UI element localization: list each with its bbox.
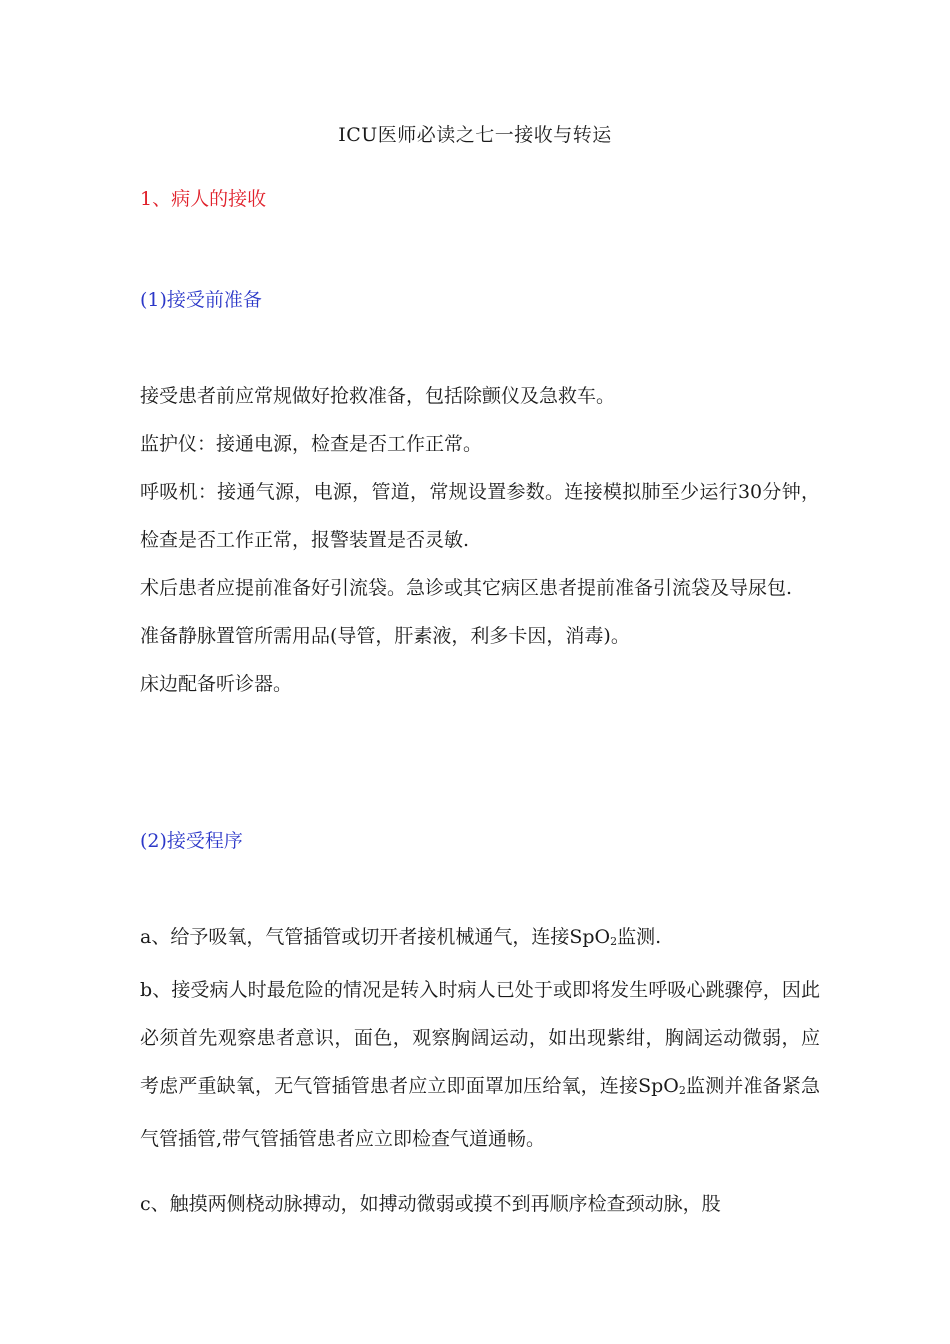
item-b-text-end: 监测并准备紧急气管插管,带气管插管患者应立即检查气道通畅。 bbox=[140, 1075, 820, 1150]
item-a-text-end: 监测. bbox=[617, 926, 662, 948]
procedure-item-b bbox=[140, 966, 820, 1163]
section-heading-patient-reception: 1、病人的接收 bbox=[140, 188, 267, 210]
document-title: ICU医师必读之七一接收与转运 bbox=[338, 124, 612, 146]
paragraph: 呼吸机：接通气源，电源，管道，常规设置参数。连接模拟肺至少运行30分钟，检查是否工作正常，报警装置是否灵敏. bbox=[140, 481, 820, 551]
paragraph: 准备静脉置管所需用品(导管，肝素液，利多卡因，消毒)。 bbox=[140, 625, 630, 647]
item-b-subscript: 2 bbox=[678, 1084, 686, 1097]
subsection-heading-preparation: (1)接受前准备 bbox=[140, 289, 262, 311]
procedure-paragraphs bbox=[140, 913, 820, 1163]
procedure-item-c: c、触摸两侧桡动脉搏动，如搏动微弱或摸不到再顺序检查颈动脉，股 bbox=[140, 1193, 721, 1215]
preparation-paragraphs bbox=[140, 372, 820, 708]
paragraph: 监护仪：接通电源，检查是否工作正常。 bbox=[140, 433, 483, 455]
procedure-paragraph-c bbox=[140, 1180, 820, 1228]
subsection-heading-procedure: (2)接受程序 bbox=[140, 830, 243, 852]
item-b-text: b、接受病人时最危险的情况是转入时病人已处于或即将发生呼吸心跳骤停，因此必须首先观察患者意识，面色，观察胸阔运动，如出现紫绀，胸阔运动微弱，应考虑严重缺氧，无气管插管患者应立即面罩加压给氧，连接SpO bbox=[140, 979, 820, 1097]
item-a-text: a、给予吸氧，气管插管或切开者接机械通气，连接SpO bbox=[140, 926, 611, 948]
paragraph: 术后患者应提前准备好引流袋。急诊或其它病区患者提前准备引流袋及导尿包. bbox=[140, 577, 793, 599]
paragraph: 接受患者前应常规做好抢救准备，包括除颤仪及急救车。 bbox=[140, 385, 616, 407]
procedure-item-a bbox=[140, 913, 820, 966]
paragraph: 床边配备听诊器。 bbox=[140, 673, 293, 695]
item-a-subscript: 2 bbox=[610, 935, 618, 948]
